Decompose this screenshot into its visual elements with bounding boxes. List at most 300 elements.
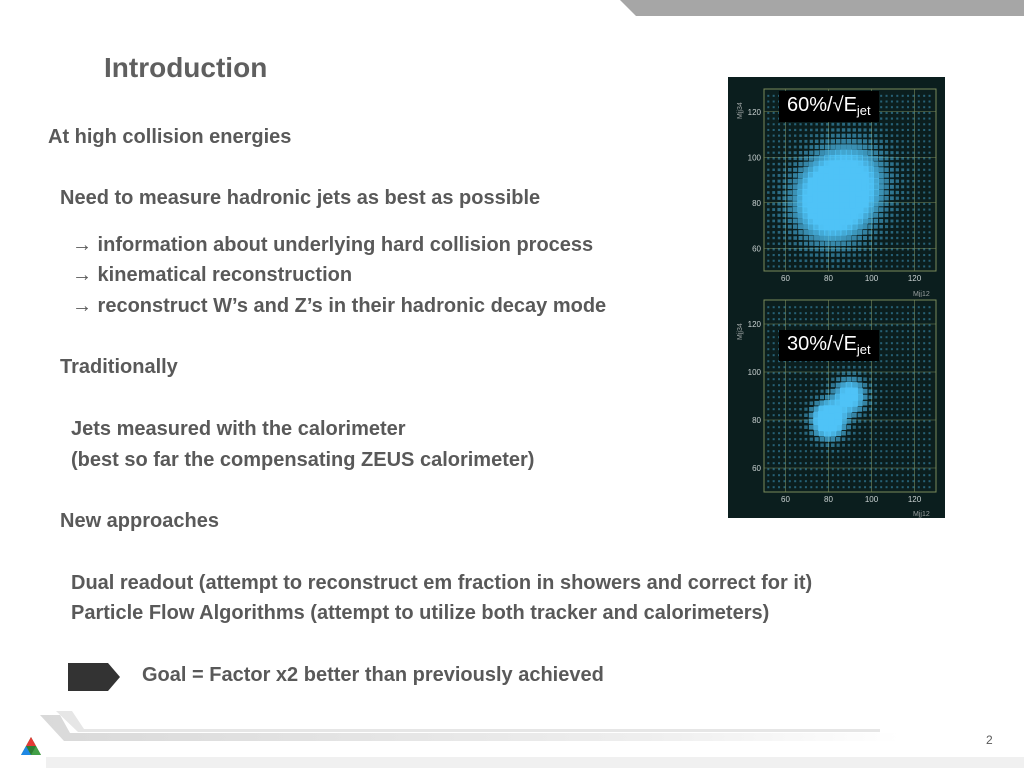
density-cell bbox=[777, 214, 780, 217]
density-cell bbox=[799, 438, 801, 440]
density-cell bbox=[814, 241, 819, 246]
density-cell bbox=[767, 354, 769, 356]
density-cell bbox=[767, 312, 769, 314]
density-cell bbox=[810, 253, 813, 256]
density-cell bbox=[794, 140, 796, 142]
density-cell bbox=[773, 342, 775, 344]
density-cell bbox=[918, 243, 920, 245]
density-cell bbox=[799, 129, 801, 131]
density-cell bbox=[923, 140, 925, 142]
density-cell bbox=[816, 486, 818, 488]
density-cell bbox=[923, 456, 925, 458]
density-cell bbox=[884, 162, 888, 166]
density-cell bbox=[880, 432, 882, 434]
density-cell bbox=[896, 420, 898, 422]
density-cell bbox=[794, 151, 797, 154]
density-cell bbox=[880, 384, 882, 386]
density-cell bbox=[929, 390, 931, 392]
density-cell bbox=[891, 129, 893, 131]
density-cell bbox=[896, 146, 899, 149]
density-cell bbox=[815, 444, 818, 447]
density-cell bbox=[825, 139, 829, 143]
density-cell bbox=[794, 248, 797, 251]
density-cell bbox=[874, 219, 878, 223]
density-cell bbox=[878, 184, 883, 189]
density-cell bbox=[918, 342, 920, 344]
density-cell bbox=[891, 225, 894, 228]
density-cell bbox=[826, 462, 828, 464]
density-cell bbox=[918, 197, 920, 199]
density-cell bbox=[875, 254, 877, 256]
density-cell bbox=[902, 474, 904, 476]
density-cell bbox=[809, 151, 813, 155]
density-cell bbox=[923, 191, 925, 193]
density-cell bbox=[816, 480, 818, 482]
density-cell bbox=[923, 163, 925, 165]
density-cell bbox=[778, 462, 780, 464]
density-cell bbox=[805, 123, 807, 125]
density-cell bbox=[886, 360, 888, 362]
density-cell bbox=[929, 426, 931, 428]
density-cell bbox=[891, 390, 893, 392]
density-cell bbox=[929, 312, 931, 314]
density-cell bbox=[853, 123, 856, 126]
density-cell bbox=[778, 402, 780, 404]
density-cell bbox=[869, 450, 871, 452]
density-cell bbox=[772, 169, 774, 171]
density-cell bbox=[912, 342, 914, 344]
density-cell bbox=[875, 420, 877, 422]
density-cell bbox=[773, 390, 775, 392]
density-cell bbox=[859, 468, 861, 470]
density-cell bbox=[852, 242, 856, 246]
density-cell bbox=[907, 203, 909, 205]
density-cell bbox=[912, 444, 914, 446]
density-cell bbox=[875, 372, 877, 374]
density-cell bbox=[891, 438, 893, 440]
density-cell bbox=[793, 168, 797, 172]
density-cell bbox=[814, 235, 819, 240]
density-cell bbox=[891, 95, 893, 97]
density-cell bbox=[773, 372, 775, 374]
density-cell bbox=[864, 432, 866, 434]
density-cell bbox=[803, 230, 808, 235]
density-cell bbox=[805, 402, 808, 405]
density-cell bbox=[869, 438, 871, 440]
density-cell bbox=[788, 231, 792, 235]
density-cell bbox=[787, 202, 792, 207]
density-cell bbox=[890, 208, 893, 211]
density-cell bbox=[800, 462, 802, 464]
density-cell bbox=[907, 336, 909, 338]
density-cell bbox=[907, 414, 909, 416]
density-cell bbox=[799, 242, 803, 246]
density-cell bbox=[773, 420, 775, 422]
density-cell bbox=[853, 371, 857, 375]
density-cell bbox=[907, 426, 909, 428]
density-cell bbox=[896, 118, 898, 120]
density-cell bbox=[923, 220, 925, 222]
density-cell bbox=[826, 265, 829, 268]
density-cell bbox=[885, 242, 887, 244]
density-cell bbox=[853, 462, 855, 464]
density-cell bbox=[891, 348, 893, 350]
density-cell bbox=[896, 336, 898, 338]
density-cell bbox=[907, 106, 909, 108]
density-cell bbox=[880, 117, 882, 119]
density-cell bbox=[886, 408, 888, 410]
density-cell bbox=[783, 140, 785, 142]
density-cell bbox=[783, 179, 787, 183]
density-cell bbox=[886, 354, 888, 356]
density-cell bbox=[852, 134, 856, 138]
density-cell bbox=[923, 420, 925, 422]
density-cell bbox=[842, 253, 845, 256]
density-cell bbox=[929, 348, 931, 350]
density-cell bbox=[783, 468, 785, 470]
density-cell bbox=[864, 474, 866, 476]
density-cell bbox=[840, 150, 846, 156]
density-cell bbox=[805, 456, 807, 458]
density-cell bbox=[843, 462, 845, 464]
density-cell bbox=[859, 265, 861, 267]
density-cell bbox=[794, 312, 796, 314]
density-cell bbox=[799, 123, 801, 125]
density-cell bbox=[799, 151, 802, 154]
density-cell bbox=[923, 324, 925, 326]
density-cell bbox=[901, 191, 904, 194]
density-cell bbox=[773, 101, 775, 103]
density-cell bbox=[814, 401, 819, 406]
density-cell bbox=[773, 384, 775, 386]
density-cell bbox=[863, 383, 867, 387]
density-cell bbox=[873, 201, 879, 207]
density-cell bbox=[853, 318, 855, 320]
density-cell bbox=[767, 360, 769, 362]
density-cell bbox=[929, 438, 931, 440]
density-cell bbox=[901, 208, 904, 211]
density-cell bbox=[782, 191, 786, 195]
density-cell bbox=[884, 173, 889, 178]
density-cell bbox=[918, 360, 920, 362]
density-cell bbox=[884, 168, 888, 172]
density-cell bbox=[826, 123, 829, 126]
density-cell bbox=[896, 220, 899, 223]
density-cell bbox=[890, 157, 893, 160]
density-cell bbox=[820, 241, 825, 246]
density-cell bbox=[873, 195, 879, 201]
density-cell bbox=[929, 336, 931, 338]
density-cell bbox=[837, 450, 839, 452]
density-cell bbox=[880, 129, 883, 132]
density-cell bbox=[875, 432, 877, 434]
density-cell bbox=[826, 378, 829, 381]
density-cell bbox=[793, 184, 798, 189]
density-cell bbox=[773, 260, 775, 262]
density-cell bbox=[783, 474, 785, 476]
density-cell bbox=[862, 218, 868, 224]
density-cell bbox=[891, 432, 893, 434]
density-cell bbox=[815, 129, 818, 132]
density-cell bbox=[804, 145, 807, 148]
density-cell bbox=[891, 231, 894, 234]
density-cell bbox=[929, 169, 931, 171]
density-cell bbox=[869, 462, 871, 464]
density-cell bbox=[815, 123, 817, 125]
density-cell bbox=[902, 390, 904, 392]
density-cell bbox=[891, 312, 893, 314]
density-cell bbox=[891, 112, 893, 114]
density-cell bbox=[810, 318, 812, 320]
density-cell bbox=[835, 430, 841, 436]
density-cell bbox=[848, 474, 850, 476]
density-cell bbox=[783, 456, 785, 458]
density-cell bbox=[805, 390, 807, 392]
density-cell bbox=[857, 407, 862, 412]
text-line: Particle Flow Algorithms (attempt to utilize both tracker and calorimeters) bbox=[71, 602, 770, 624]
density-cell bbox=[857, 400, 863, 406]
density-cell bbox=[923, 438, 925, 440]
density-cell bbox=[778, 408, 780, 410]
density-cell bbox=[886, 432, 888, 434]
density-cell bbox=[810, 129, 813, 132]
density-cell bbox=[809, 156, 814, 161]
density-cell bbox=[851, 406, 857, 412]
density-cell bbox=[772, 191, 775, 194]
density-cell bbox=[842, 450, 844, 452]
density-cell bbox=[918, 169, 920, 171]
density-cell bbox=[879, 162, 884, 167]
density-cell bbox=[896, 474, 898, 476]
density-cell bbox=[891, 342, 893, 344]
density-cell bbox=[902, 354, 904, 356]
density-cell bbox=[859, 486, 861, 488]
density-cell bbox=[896, 254, 898, 256]
density-cell bbox=[788, 174, 792, 178]
density-cell bbox=[869, 312, 871, 314]
density-cell bbox=[832, 306, 834, 308]
density-cell bbox=[821, 456, 823, 458]
density-cell bbox=[853, 432, 856, 435]
density-cell bbox=[825, 145, 830, 150]
density-cell bbox=[773, 140, 775, 142]
density-cell bbox=[778, 312, 780, 314]
density-cell bbox=[810, 438, 813, 441]
density-cell bbox=[852, 144, 857, 149]
density-cell bbox=[880, 112, 882, 114]
density-cell bbox=[816, 468, 818, 470]
density-cell bbox=[830, 394, 836, 400]
density-cell bbox=[891, 480, 893, 482]
density-cell bbox=[896, 438, 898, 440]
density-cell bbox=[891, 444, 893, 446]
density-cell bbox=[918, 330, 920, 332]
density-cell bbox=[767, 118, 769, 120]
density-cell bbox=[912, 450, 914, 452]
density-cell bbox=[831, 247, 835, 251]
density-cell bbox=[918, 312, 920, 314]
density-cell bbox=[896, 191, 899, 194]
density-cell bbox=[826, 468, 828, 470]
density-cell bbox=[896, 366, 898, 368]
density-cell bbox=[907, 408, 909, 410]
density-cell bbox=[830, 235, 836, 241]
density-cell bbox=[783, 237, 786, 240]
density-cell bbox=[805, 474, 807, 476]
density-cell bbox=[816, 366, 818, 368]
density-cell bbox=[805, 450, 807, 452]
density-cell bbox=[873, 207, 878, 212]
density-cell bbox=[794, 254, 797, 257]
density-cell bbox=[773, 129, 775, 131]
density-cell bbox=[848, 462, 850, 464]
density-cell bbox=[929, 432, 931, 434]
density-cell bbox=[891, 450, 893, 452]
density-cell bbox=[912, 208, 914, 210]
density-cell bbox=[912, 243, 914, 245]
x-tick-label: 100 bbox=[864, 274, 879, 283]
density-cell bbox=[789, 366, 791, 368]
density-cell bbox=[808, 230, 814, 236]
density-cell bbox=[859, 438, 861, 440]
density-cell bbox=[886, 106, 888, 108]
density-cell bbox=[880, 390, 882, 392]
density-cell bbox=[799, 432, 801, 434]
density-cell bbox=[783, 324, 785, 326]
density-cell bbox=[918, 203, 920, 205]
density-cell bbox=[773, 360, 775, 362]
density-cell bbox=[923, 468, 925, 470]
density-cell bbox=[912, 306, 914, 308]
density-cell bbox=[886, 402, 888, 404]
density-cell bbox=[912, 426, 914, 428]
density-cell bbox=[885, 140, 888, 143]
density-cell bbox=[896, 354, 898, 356]
density-cell bbox=[875, 456, 877, 458]
density-cell bbox=[902, 384, 904, 386]
density-cell bbox=[794, 474, 796, 476]
density-cell bbox=[843, 468, 845, 470]
density-cell bbox=[836, 241, 841, 246]
density-cell bbox=[874, 150, 879, 155]
density-cell bbox=[880, 480, 882, 482]
density-cell bbox=[880, 306, 882, 308]
density-cell bbox=[869, 248, 872, 251]
density-cell bbox=[875, 426, 877, 428]
density-cell bbox=[858, 366, 860, 368]
density-cell bbox=[853, 324, 855, 326]
density-cell bbox=[773, 450, 775, 452]
density-cell bbox=[832, 486, 834, 488]
density-cell bbox=[848, 366, 851, 369]
density-cell bbox=[794, 366, 796, 368]
density-cell bbox=[799, 420, 802, 423]
density-cell bbox=[880, 402, 882, 404]
y-tick-label: 60 bbox=[752, 244, 761, 254]
x-tick-label: 100 bbox=[864, 495, 879, 504]
density-cell bbox=[923, 186, 925, 188]
density-cell bbox=[885, 145, 888, 148]
density-cell bbox=[875, 402, 878, 405]
density-cell bbox=[767, 152, 769, 154]
density-cell bbox=[826, 486, 828, 488]
density-cell bbox=[885, 231, 888, 234]
density-cell bbox=[783, 372, 785, 374]
density-cell bbox=[783, 242, 786, 245]
density-cell bbox=[809, 431, 813, 435]
density-cell bbox=[929, 129, 931, 131]
density-cell bbox=[929, 324, 931, 326]
density-cell bbox=[794, 390, 796, 392]
density-cell bbox=[875, 260, 877, 262]
density-cell bbox=[773, 312, 775, 314]
density-cell bbox=[773, 318, 775, 320]
density-cell bbox=[794, 402, 796, 404]
density-cell bbox=[918, 118, 920, 120]
density-cell bbox=[880, 265, 882, 267]
density-cell bbox=[789, 468, 791, 470]
density-cell bbox=[891, 420, 893, 422]
density-cell bbox=[890, 179, 894, 183]
density-cell bbox=[773, 157, 775, 159]
density-cell bbox=[848, 324, 850, 326]
density-cell bbox=[841, 139, 846, 144]
density-cell bbox=[869, 432, 871, 434]
density-cell bbox=[869, 236, 873, 240]
density-cell bbox=[929, 226, 931, 228]
density-cell bbox=[896, 140, 898, 142]
density-cell bbox=[912, 123, 914, 125]
density-cell bbox=[875, 312, 877, 314]
density-cell bbox=[880, 140, 883, 143]
density-cell bbox=[907, 260, 909, 262]
density-cell bbox=[821, 480, 823, 482]
density-cell bbox=[842, 437, 846, 441]
density-cell bbox=[837, 259, 840, 262]
density-cell bbox=[886, 342, 888, 344]
density-cell bbox=[864, 426, 866, 428]
density-cell bbox=[875, 414, 877, 416]
density-cell bbox=[832, 318, 834, 320]
density-cell bbox=[804, 140, 807, 143]
density-cell bbox=[875, 444, 877, 446]
density-cell bbox=[788, 248, 791, 251]
density-cell bbox=[767, 456, 769, 458]
density-cell bbox=[783, 306, 785, 308]
density-cell bbox=[778, 384, 780, 386]
density-cell bbox=[837, 312, 839, 314]
density-cell bbox=[825, 437, 830, 442]
density-cell bbox=[837, 456, 839, 458]
density-cell bbox=[800, 384, 802, 386]
density-cell bbox=[783, 168, 786, 171]
density-cell bbox=[842, 366, 845, 369]
density-cell bbox=[815, 437, 819, 441]
density-cell bbox=[875, 318, 877, 320]
density-cell bbox=[843, 474, 845, 476]
density-cell bbox=[929, 135, 931, 137]
density-cell bbox=[907, 95, 909, 97]
y-tick-label: 120 bbox=[747, 320, 761, 329]
density-cell bbox=[912, 348, 914, 350]
density-cell bbox=[831, 383, 835, 387]
density-cell bbox=[859, 324, 861, 326]
density-cell bbox=[896, 123, 898, 125]
density-cell bbox=[767, 324, 769, 326]
density-cell bbox=[907, 360, 909, 362]
density-cell bbox=[907, 432, 909, 434]
density-cell bbox=[858, 134, 862, 138]
